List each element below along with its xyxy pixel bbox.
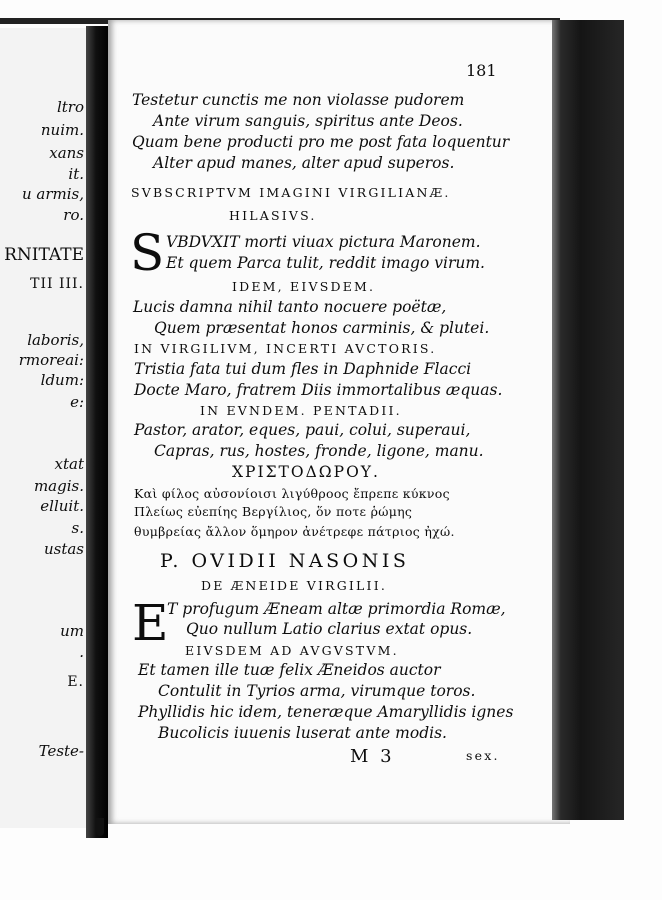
left-fragment: s.: [71, 519, 84, 537]
verse-line: Quem præsentat honos carminis, & plutei.: [154, 319, 490, 337]
verse-line: Contulit in Tyrios arma, virumque toros.: [158, 682, 476, 700]
signature-mark: M 3: [350, 746, 395, 767]
section-heading: IN EVNDEM. PENTADII.: [200, 403, 402, 418]
verse-line: Quam bene producti pro me post fata loquentur: [132, 133, 510, 151]
greek-line: Πλείως εὐεπίης Βεργίλιος, ὅν ποτε ῥώμης: [134, 504, 413, 519]
author-title: P. OVIDII NASONIS: [160, 550, 410, 572]
section-heading: IDEM, EIVSDEM.: [232, 279, 376, 294]
verse-line: Ante virum sanguis, spiritus ante Deos.: [153, 112, 463, 130]
verse-line: Alter apud manes, alter apud superos.: [153, 154, 455, 172]
left-fragment: u armis,: [21, 185, 84, 203]
left-fragment: it.: [68, 165, 84, 183]
drop-cap: E: [132, 594, 169, 652]
left-fragment: laboris,: [27, 331, 84, 349]
verse-line: Tristia fata tui dum fles in Daphnide Flacci: [134, 360, 472, 378]
verse-line: Et quem Parca tulit, reddit imago virum.: [166, 254, 485, 272]
drop-cap: S: [130, 224, 165, 282]
work-title: DE ÆNEIDE VIRGILII.: [201, 578, 388, 593]
left-fragment: magis.: [33, 477, 84, 495]
left-fragment: RNITATE: [4, 245, 84, 265]
left-fragment: .: [79, 643, 84, 661]
greek-line: θυμβρείας ἄλλον ὅμηρον ἀνέτρεφε πάτριος ἠχώ.: [134, 524, 455, 539]
left-fragment: ldum:: [40, 371, 84, 389]
left-fragment: ustas: [43, 540, 84, 558]
verse-line: Lucis damna nihil tanto nocuere poëtæ,: [133, 298, 447, 316]
left-fragment: E.: [67, 674, 84, 690]
verse-line: Bucolicis iuuenis luserat ante modis.: [158, 724, 447, 742]
page-edge-shadow: [552, 20, 624, 820]
binding-clip: [96, 818, 104, 836]
section-heading: EIVSDEM AD AVGVSTVM.: [185, 643, 399, 658]
greek-line: Καὶ φίλος αὐσονίοισι λιγύθροος ἔπρεπε κύκνος: [134, 486, 450, 501]
verse-line: Testetur cunctis me non violasse pudorem: [132, 91, 465, 109]
author-heading: HILASIVS.: [229, 208, 317, 223]
verse-line: Phyllidis hic idem, teneræque Amaryllidis ignes: [138, 703, 514, 721]
left-fragment: rmoreai:: [18, 351, 84, 369]
left-fragment: nuim.: [40, 121, 84, 139]
left-fragment: xans: [49, 144, 84, 162]
section-heading: SVBSCRIPTVM IMAGINI VIRGILIANÆ.: [131, 185, 451, 200]
left-fragment: elluit.: [40, 497, 84, 515]
verse-line: Pastor, arator, eques, paui, colui, superaui,: [134, 421, 471, 439]
verse-line: Docte Maro, fratrem Diis immortalibus æquas.: [134, 381, 503, 399]
verse-line: Et tamen ille tuæ felix Æneidos auctor: [138, 661, 441, 679]
left-fragment: um: [60, 622, 84, 640]
page-number: 181: [466, 61, 497, 80]
verse-line: Capras, rus, hostes, fronde, ligone, manu.: [154, 442, 484, 460]
left-fragment: xtat: [54, 455, 84, 473]
left-catchword: Teste-: [38, 742, 84, 760]
catchword: sex.: [466, 748, 500, 763]
verse-line: T profugum Æneam altæ primordia Romæ,: [167, 600, 506, 618]
verse-line: Quo nullum Latio clarius extat opus.: [186, 620, 473, 638]
greek-heading: ΧΡΙΣΤΟΔΩΡΟΥ.: [232, 463, 380, 481]
left-fragment: ltro: [56, 98, 84, 116]
verse-line: VBDVXIT morti viuax pictura Maronem.: [166, 233, 481, 251]
section-heading: IN VIRGILIVM, INCERTI AVCTORIS.: [134, 341, 437, 356]
left-fragment: e:: [70, 393, 84, 411]
left-fragment: TII III.: [30, 276, 84, 292]
left-fragment: ro.: [63, 206, 84, 224]
